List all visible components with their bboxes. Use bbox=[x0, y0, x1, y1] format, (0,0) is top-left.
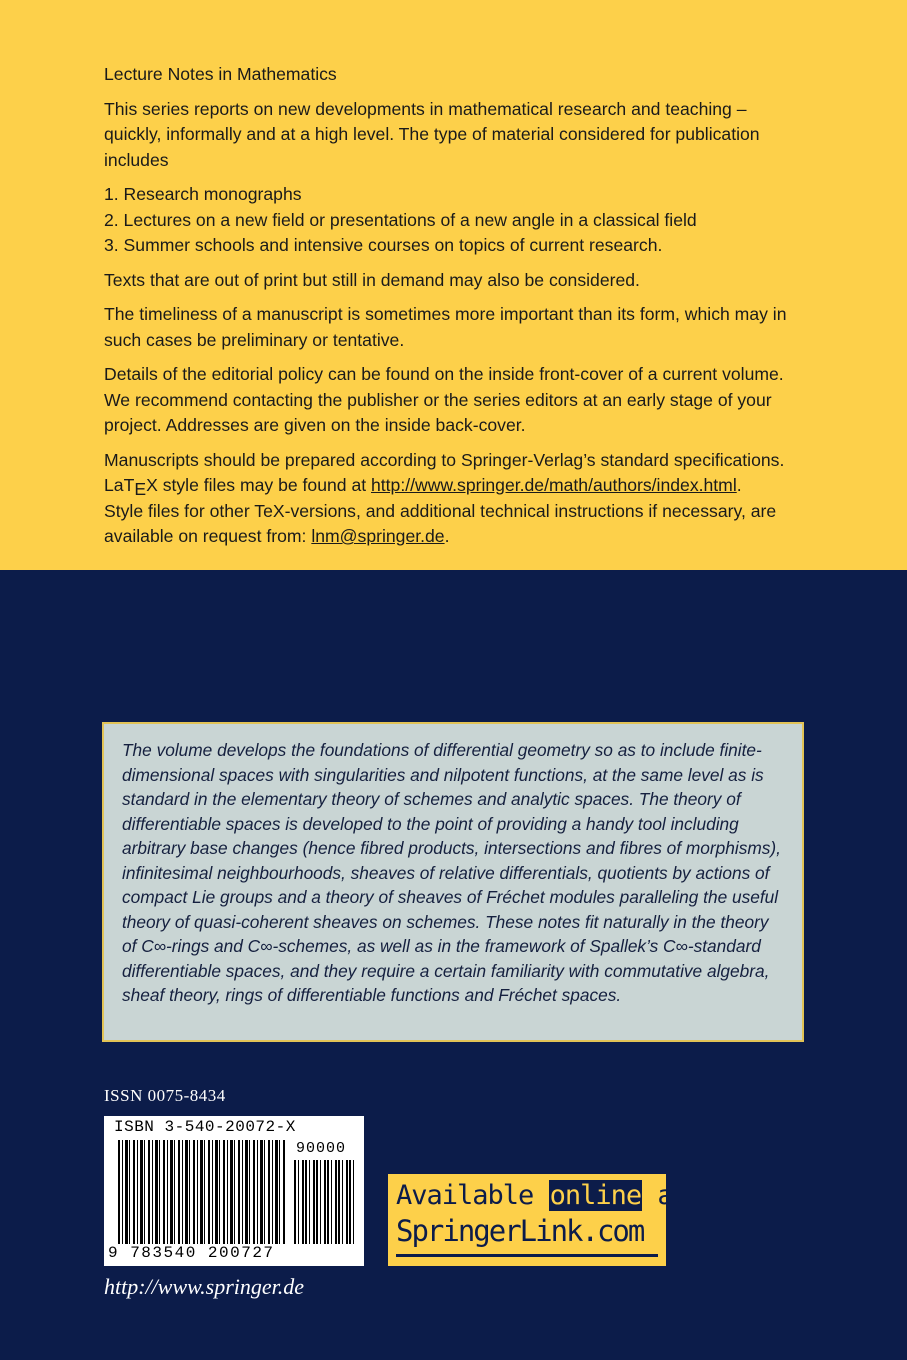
latex-e: E bbox=[134, 479, 147, 499]
series-intro: This series reports on new developments in mathematical research and teaching – quickly, informally and at a high level. The type of material considered for publication includes bbox=[104, 98, 760, 170]
at-text: at bbox=[642, 1180, 688, 1211]
springerlink-available-line bbox=[396, 1180, 688, 1211]
barcode-addon-digits: 90000 bbox=[296, 1140, 347, 1157]
material-list bbox=[104, 182, 804, 259]
list-item: 1. Research monographs bbox=[104, 184, 302, 204]
email-suffix: . bbox=[444, 526, 450, 546]
barcode-bars bbox=[118, 1140, 286, 1244]
springerlink-badge[interactable] bbox=[388, 1174, 688, 1266]
isbn-barcode bbox=[104, 1116, 364, 1266]
online-text: online bbox=[549, 1180, 642, 1211]
editorial-policy-note: Details of the editorial policy can be found on the inside front-cover of a current volume. We recommend contacting the publisher or the series editors at an early stage of your project. Addresses are given on the inside back-cover. bbox=[104, 364, 784, 435]
style-files-text: Style files for other TeX-versions, and additional technical instructions if necessary, are available on request from: bbox=[104, 500, 777, 546]
isbn-text: ISBN 3-540-20072-X bbox=[114, 1118, 296, 1136]
list-item: 2. Lectures on a new field or presentations of a new angle in a classical field bbox=[104, 209, 697, 230]
barcode-addon-bars bbox=[294, 1160, 356, 1244]
ean-digits: 9 783540 200727 bbox=[108, 1244, 275, 1262]
available-text: Available bbox=[396, 1180, 549, 1211]
out-of-print-note: Texts that are out of print but still in demand may also be considered. bbox=[104, 269, 640, 290]
series-info-panel bbox=[0, 0, 907, 570]
manuscript-instructions bbox=[104, 448, 804, 550]
latex-la: La bbox=[104, 475, 124, 495]
manuscripts-line: Manuscripts should be prepared according to Springer-Verlag’s standard specifications. bbox=[104, 449, 785, 470]
latex-style-link[interactable]: http://www.springer.de/math/authors/index.html bbox=[371, 475, 737, 495]
publisher-url[interactable]: http://www.springer.de bbox=[104, 1274, 305, 1299]
abstract-box bbox=[102, 722, 804, 1042]
latex-suffix: . bbox=[736, 475, 742, 495]
timeliness-note: The timeliness of a manuscript is sometimes more important than its form, which may in such cases be preliminary or tentative. bbox=[104, 304, 787, 350]
email-link[interactable]: lnm@springer.de bbox=[311, 526, 445, 546]
series-info-text bbox=[104, 62, 804, 559]
latex-x-text: X style files may be found at bbox=[146, 475, 371, 495]
list-item: 3. Summer schools and intensive courses on topics of current research. bbox=[104, 235, 663, 255]
springerlink-underline bbox=[396, 1254, 658, 1257]
abstract-text: The volume develops the foundations of differential geometry so as to include finite-dimensional spaces with singularities and nilpotent functions, at the same level as is standard in the elementary theory of schemes and analytic spaces. The theory of differentiable spaces is developed to the point of providing a handy tool including arbitrary base changes (hence fibred products, intersections and fibres of morphisms), infinitesimal neighbourhoods, sheaves of relative differentials, quotients by actions of compact Lie groups and a theory of sheaves of Fréchet modules paralleling the useful theory of quasi-coherent sheaves on schemes. These notes fit naturally in the theory of C∞-rings and C∞-schemes, as well as in the framework of Spallek’s C∞-standard differentiable spaces, and they require a certain familiarity with commutative algebra, sheaf theory, rings of differentiable functions and Fréchet spaces. bbox=[122, 740, 781, 1005]
issn-label: ISSN 0075-8434 bbox=[104, 1086, 226, 1105]
series-title: Lecture Notes in Mathematics bbox=[104, 64, 337, 84]
springerlink-brand: SpringerLink.com bbox=[396, 1214, 644, 1248]
latex-t: T bbox=[123, 475, 135, 495]
